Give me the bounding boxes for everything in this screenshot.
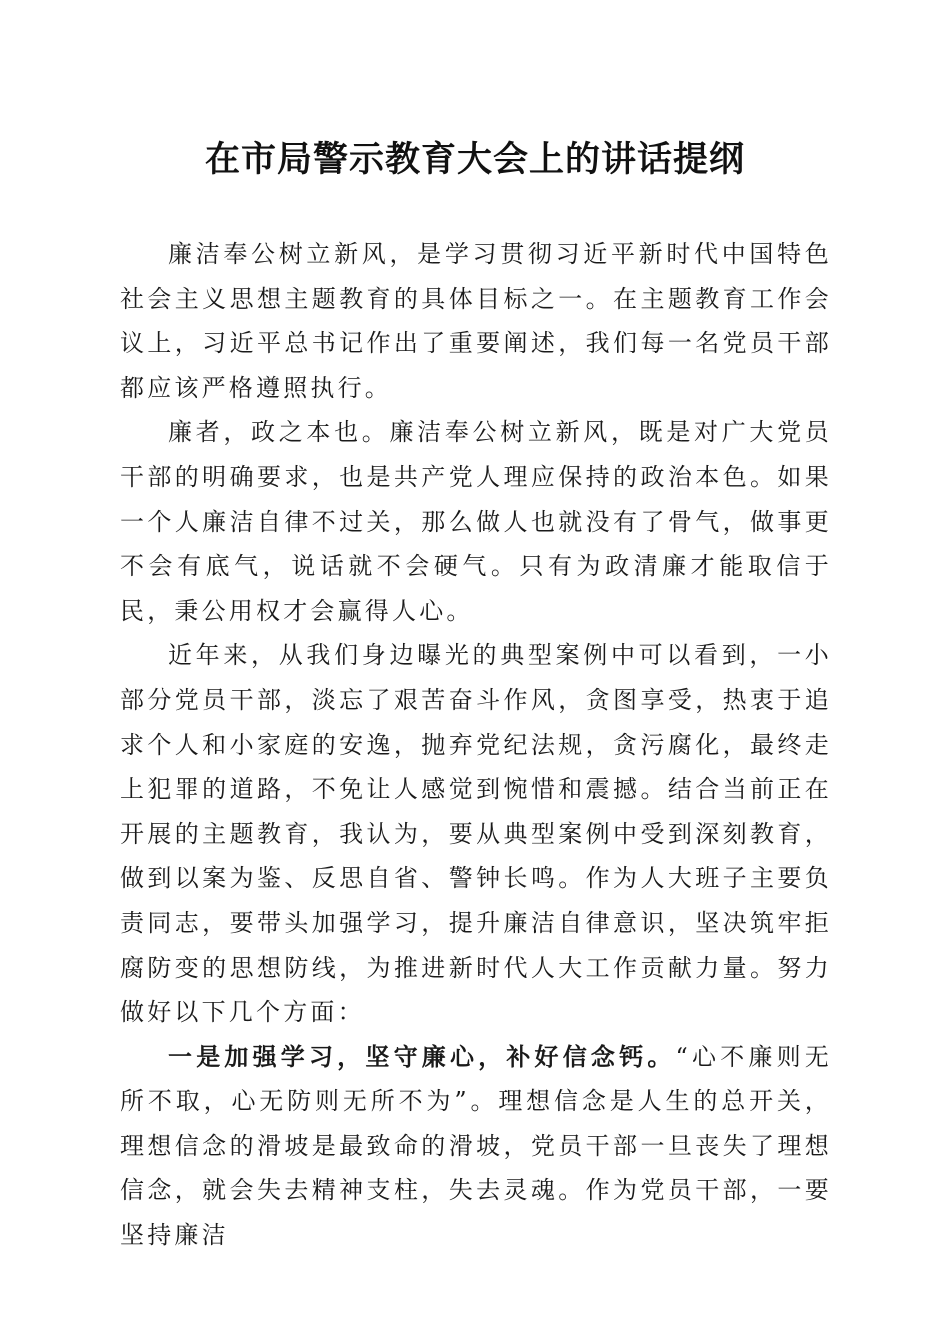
paragraph-text: 廉洁奉公树立新风，是学习贯彻习近平新时代中国特色社会主义思想主题教育的具体目标之一。在主题教育工作会议上，习近平总书记作出了重要阐述，我们每一名党员干部都应该严格遵照执行。 (120, 240, 832, 402)
document-body (120, 232, 832, 1258)
paragraph-2 (120, 410, 832, 633)
paragraph-3 (120, 633, 832, 1034)
paragraph-1 (120, 232, 832, 410)
paragraph-text: 近年来，从我们身边曝光的典型案例中可以看到，一小部分党员干部，淡忘了艰苦奋斗作风，贪图享受，热衷于追求个人和小家庭的安逸，抛弃党纪法规，贪污腐化，最终走上犯罪的道路，不免让人感觉到惋惜和震撼。结合当前正在开展的主题教育，我认为，要从典型案例中受到深刻教育，做到以案为鉴、反思自省、警钟长鸣。作为人大班子主要负责同志，要带头加强学习，提升廉洁自律意识，坚决筑牢拒腐防变的思想防线，为推进新时代人大工作贡献力量。努力做好以下几个方面： (120, 641, 832, 1027)
document-title: 在市局警示教育大会上的讲话提纲 (204, 139, 745, 180)
paragraph-text: “心不廉则无所不取，心无防则无所不为”。理想信念是人生的总开关，理想信念的滑坡是最致命的滑坡，党员干部一旦丧失了理想信念，就会失去精神支柱，失去灵魂。作为党员干部，一要坚持廉洁 (120, 1042, 832, 1250)
paragraph-4 (120, 1035, 832, 1258)
paragraph-text: 廉者，政之本也。廉洁奉公树立新风，既是对广大党员干部的明确要求，也是共产党人理应保持的政治本色。如果一个人廉洁自律不过关，那么做人也就没有了骨气，做事更不会有底气，说话就不会硬气。只有为政清廉才能取信于民，秉公用权才会赢得人心。 (120, 418, 832, 625)
paragraph-lead-heading: 一是加强学习，坚守廉心，补好信念钙。 (168, 1041, 676, 1071)
